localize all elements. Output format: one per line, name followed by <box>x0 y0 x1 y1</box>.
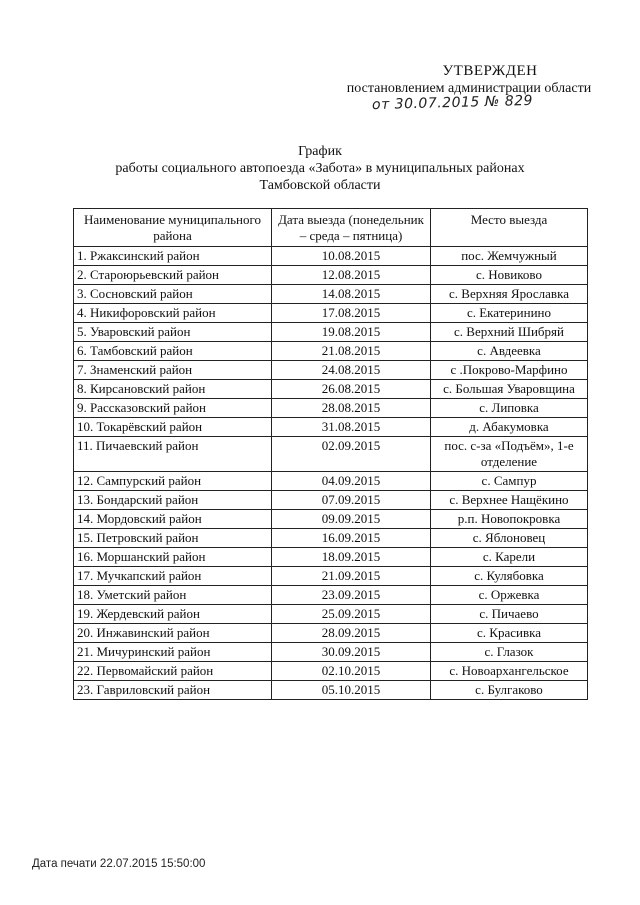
cell-place: с. Оржевка <box>431 586 588 605</box>
cell-date: 05.10.2015 <box>272 681 431 700</box>
cell-date: 14.08.2015 <box>272 285 431 304</box>
cell-district: 23. Гавриловский район <box>74 681 272 700</box>
cell-date: 12.08.2015 <box>272 266 431 285</box>
cell-place: р.п. Новопокровка <box>431 510 588 529</box>
cell-place: с. Липовка <box>431 399 588 418</box>
cell-district: 11. Пичаевский район <box>74 437 272 472</box>
cell-place: с. Сампур <box>431 472 588 491</box>
cell-district: 17. Мучкапский район <box>74 567 272 586</box>
cell-district: 21. Мичуринский район <box>74 643 272 662</box>
table-row <box>74 437 588 472</box>
table-row <box>74 266 588 285</box>
cell-place: с. Авдеевка <box>431 342 588 361</box>
cell-date: 04.09.2015 <box>272 472 431 491</box>
table-row <box>74 323 588 342</box>
cell-date: 18.09.2015 <box>272 548 431 567</box>
cell-district: 14. Мордовский район <box>74 510 272 529</box>
cell-district: 15. Петровский район <box>74 529 272 548</box>
table-row <box>74 418 588 437</box>
cell-place: с. Булгаково <box>431 681 588 700</box>
cell-date: 10.08.2015 <box>272 247 431 266</box>
handwritten-decree-number: от 30.07.2015 № 829 <box>371 92 534 114</box>
cell-district: 5. Уваровский район <box>74 323 272 342</box>
approval-decree-text: постановлением администрации области <box>346 81 592 96</box>
table-row <box>74 380 588 399</box>
cell-date: 26.08.2015 <box>272 380 431 399</box>
cell-district: 3. Сосновский район <box>74 285 272 304</box>
cell-date: 02.09.2015 <box>272 437 431 472</box>
schedule-table-body <box>74 247 588 700</box>
header-place: Место выезда <box>431 209 588 247</box>
cell-date: 24.08.2015 <box>272 361 431 380</box>
table-row <box>74 624 588 643</box>
table-row <box>74 605 588 624</box>
table-row <box>74 247 588 266</box>
cell-date: 28.09.2015 <box>272 624 431 643</box>
cell-district: 20. Инжавинский район <box>74 624 272 643</box>
cell-district: 16. Моршанский район <box>74 548 272 567</box>
cell-date: 16.09.2015 <box>272 529 431 548</box>
cell-place: с. Новоархангельское <box>431 662 588 681</box>
table-header-row <box>74 209 588 247</box>
cell-date: 31.08.2015 <box>272 418 431 437</box>
cell-place: с. Верхний Шибряй <box>431 323 588 342</box>
cell-district: 7. Знаменский район <box>74 361 272 380</box>
approval-block <box>320 62 600 114</box>
cell-district: 18. Уметский район <box>74 586 272 605</box>
title-line-1: График <box>298 144 342 159</box>
cell-district: 4. Никифоровский район <box>74 304 272 323</box>
cell-date: 17.08.2015 <box>272 304 431 323</box>
cell-date: 23.09.2015 <box>272 586 431 605</box>
document-title <box>0 143 640 194</box>
cell-place: с .Покрово-Марфино <box>431 361 588 380</box>
approval-heading: УТВЕРЖДЕН <box>442 63 538 79</box>
cell-place: д. Абакумовка <box>431 418 588 437</box>
table-row <box>74 586 588 605</box>
cell-place: с. Глазок <box>431 643 588 662</box>
table-row <box>74 472 588 491</box>
cell-place: с. Новиково <box>431 266 588 285</box>
table-row <box>74 285 588 304</box>
cell-place: с. Кулябовка <box>431 567 588 586</box>
cell-place: пос. Жемчужный <box>431 247 588 266</box>
cell-district: 13. Бондарский район <box>74 491 272 510</box>
cell-place: с. Пичаево <box>431 605 588 624</box>
cell-district: 12. Сампурский район <box>74 472 272 491</box>
title-line-2: работы социального автопоезда «Забота» в муниципальных районах <box>115 161 525 176</box>
cell-date: 28.08.2015 <box>272 399 431 418</box>
cell-date: 21.08.2015 <box>272 342 431 361</box>
cell-district: 22. Первомайский район <box>74 662 272 681</box>
header-date: Дата выезда (понедельник – среда – пятница) <box>272 209 431 247</box>
cell-district: 1. Ржаксинский район <box>74 247 272 266</box>
table-row <box>74 510 588 529</box>
cell-place: с. Екатеринино <box>431 304 588 323</box>
schedule-table <box>73 208 588 700</box>
cell-date: 21.09.2015 <box>272 567 431 586</box>
cell-district: 8. Кирсановский район <box>74 380 272 399</box>
cell-date: 07.09.2015 <box>272 491 431 510</box>
cell-district: 2. Староюрьевский район <box>74 266 272 285</box>
table-row <box>74 304 588 323</box>
header-district: Наименование муниципального района <box>74 209 272 247</box>
table-row <box>74 491 588 510</box>
cell-place: пос. с-за «Подъём», 1-е отделение <box>431 437 588 472</box>
table-row <box>74 643 588 662</box>
cell-place: с. Большая Уваровщина <box>431 380 588 399</box>
table-row <box>74 342 588 361</box>
cell-place: с. Верхнее Нащёкино <box>431 491 588 510</box>
cell-district: 6. Тамбовский район <box>74 342 272 361</box>
cell-district: 19. Жердевский район <box>74 605 272 624</box>
print-date: Дата печати 22.07.2015 15:50:00 <box>32 858 206 870</box>
table-row <box>74 681 588 700</box>
cell-district: 9. Рассказовский район <box>74 399 272 418</box>
cell-date: 19.08.2015 <box>272 323 431 342</box>
table-row <box>74 567 588 586</box>
title-line-3: Тамбовской области <box>259 178 381 193</box>
cell-date: 09.09.2015 <box>272 510 431 529</box>
table-row <box>74 399 588 418</box>
table-row <box>74 662 588 681</box>
cell-place: с. Карели <box>431 548 588 567</box>
cell-place: с. Верхняя Ярославка <box>431 285 588 304</box>
table-row <box>74 529 588 548</box>
cell-date: 30.09.2015 <box>272 643 431 662</box>
cell-district: 10. Токарёвский район <box>74 418 272 437</box>
cell-date: 02.10.2015 <box>272 662 431 681</box>
cell-place: с. Красивка <box>431 624 588 643</box>
table-row <box>74 548 588 567</box>
cell-date: 25.09.2015 <box>272 605 431 624</box>
table-row <box>74 361 588 380</box>
cell-place: с. Яблоновец <box>431 529 588 548</box>
